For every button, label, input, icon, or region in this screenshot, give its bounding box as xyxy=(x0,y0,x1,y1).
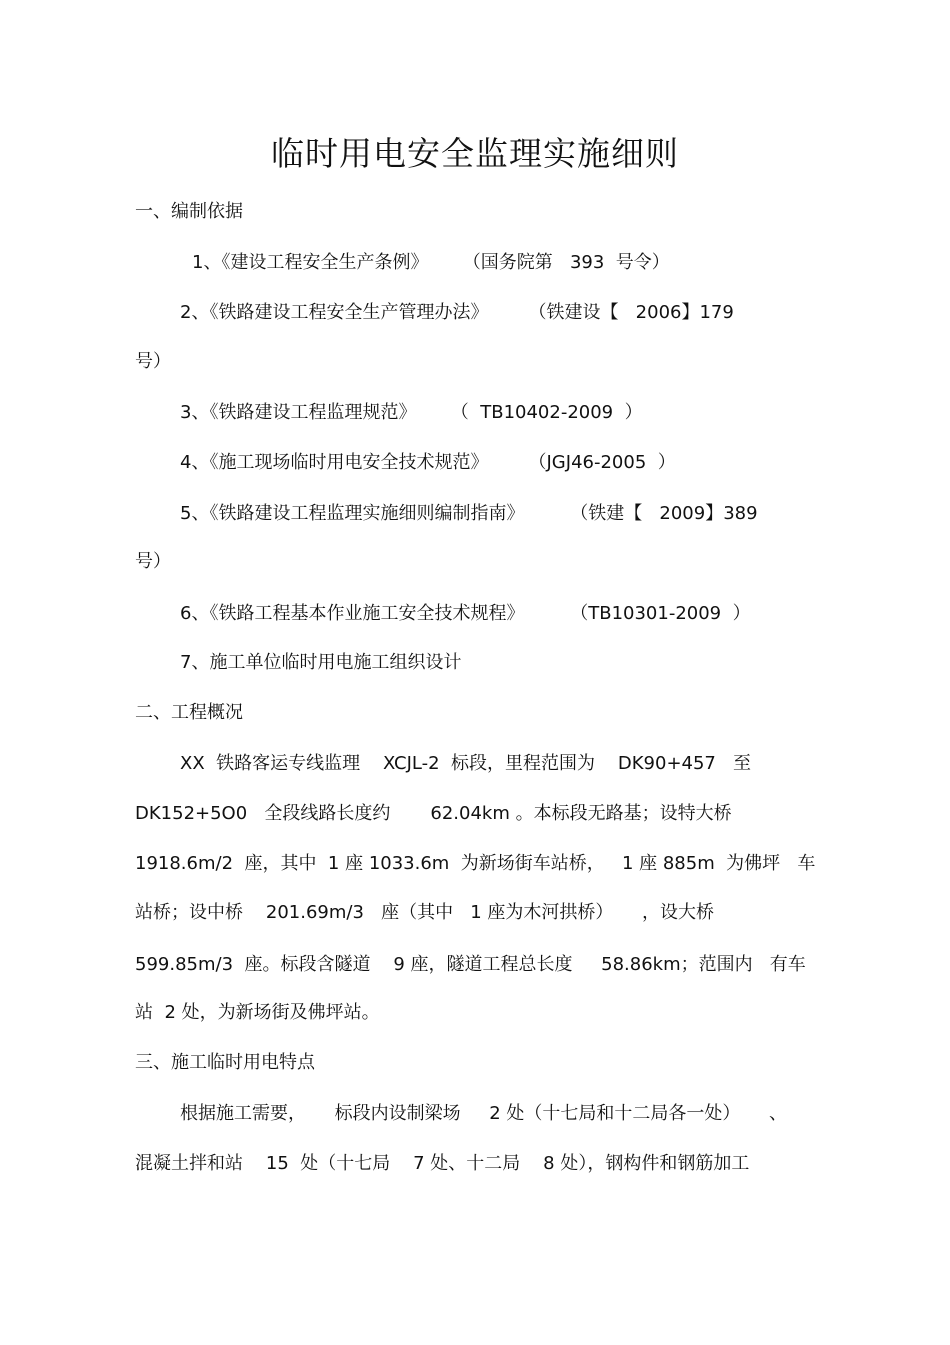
features-paragraph-line: 根据施工需要， 标段内设制梁场 2 处（十七局和十二局各一处） 、 xyxy=(180,1103,787,1124)
section-heading-basis: 一、编制依据 xyxy=(135,201,243,222)
overview-paragraph-line: 599.85m/3 座。标段含隧道 9 座，隧道工程总长度 58.86km；范围内 有车 xyxy=(135,954,806,975)
basis-item-4: 4、《施工现场临时用电安全技术规范》 （JGJ46-2005 ） xyxy=(180,452,676,473)
basis-item-1: 1、《建设工程安全生产条例》 （国务院第 393 号令） xyxy=(192,252,670,273)
basis-item-5-continued: 号） xyxy=(135,551,171,572)
basis-item-3: 3、《铁路建设工程监理规范》 （ TB10402-2009 ） xyxy=(180,402,643,423)
overview-paragraph-line: 1918.6m/2 座，其中 1 座 1033.6m 为新场街车站桥， 1 座 885m 为佛坪 车 xyxy=(135,853,816,874)
overview-paragraph-line: XX 铁路客运专线监理 XCJL-2 标段，里程范围为 DK90+457 至 xyxy=(180,753,752,774)
section-heading-overview: 二、工程概况 xyxy=(135,702,243,723)
features-paragraph-line: 混凝土拌和站 15 处（十七局 7 处、十二局 8 处），钢构件和钢筋加工 xyxy=(135,1153,750,1174)
overview-paragraph-line: 站桥；设中桥 201.69m/3 座（其中 1 座为木河拱桥） ，设大桥 xyxy=(135,902,715,923)
basis-item-2: 2、《铁路建设工程安全生产管理办法》 （铁建设【 2006】179 xyxy=(180,302,734,323)
basis-item-2-continued: 号） xyxy=(135,351,171,372)
overview-paragraph-line: DK152+5O0 全段线路长度约 62.04km 。本标段无路基；设特大桥 xyxy=(135,803,732,824)
overview-paragraph-line: 站 2 处，为新场街及佛坪站。 xyxy=(135,1002,380,1023)
basis-item-5: 5、《铁路建设工程监理实施细则编制指南》 （铁建【 2009】389 xyxy=(180,503,758,524)
section-heading-features: 三、施工临时用电特点 xyxy=(135,1052,315,1073)
basis-item-7: 7、施工单位临时用电施工组织设计 xyxy=(180,652,462,673)
basis-item-6: 6、《铁路工程基本作业施工安全技术规程》 （TB10301-2009 ） xyxy=(180,603,751,624)
document-title: 临时用电安全监理实施细则 xyxy=(271,134,679,173)
